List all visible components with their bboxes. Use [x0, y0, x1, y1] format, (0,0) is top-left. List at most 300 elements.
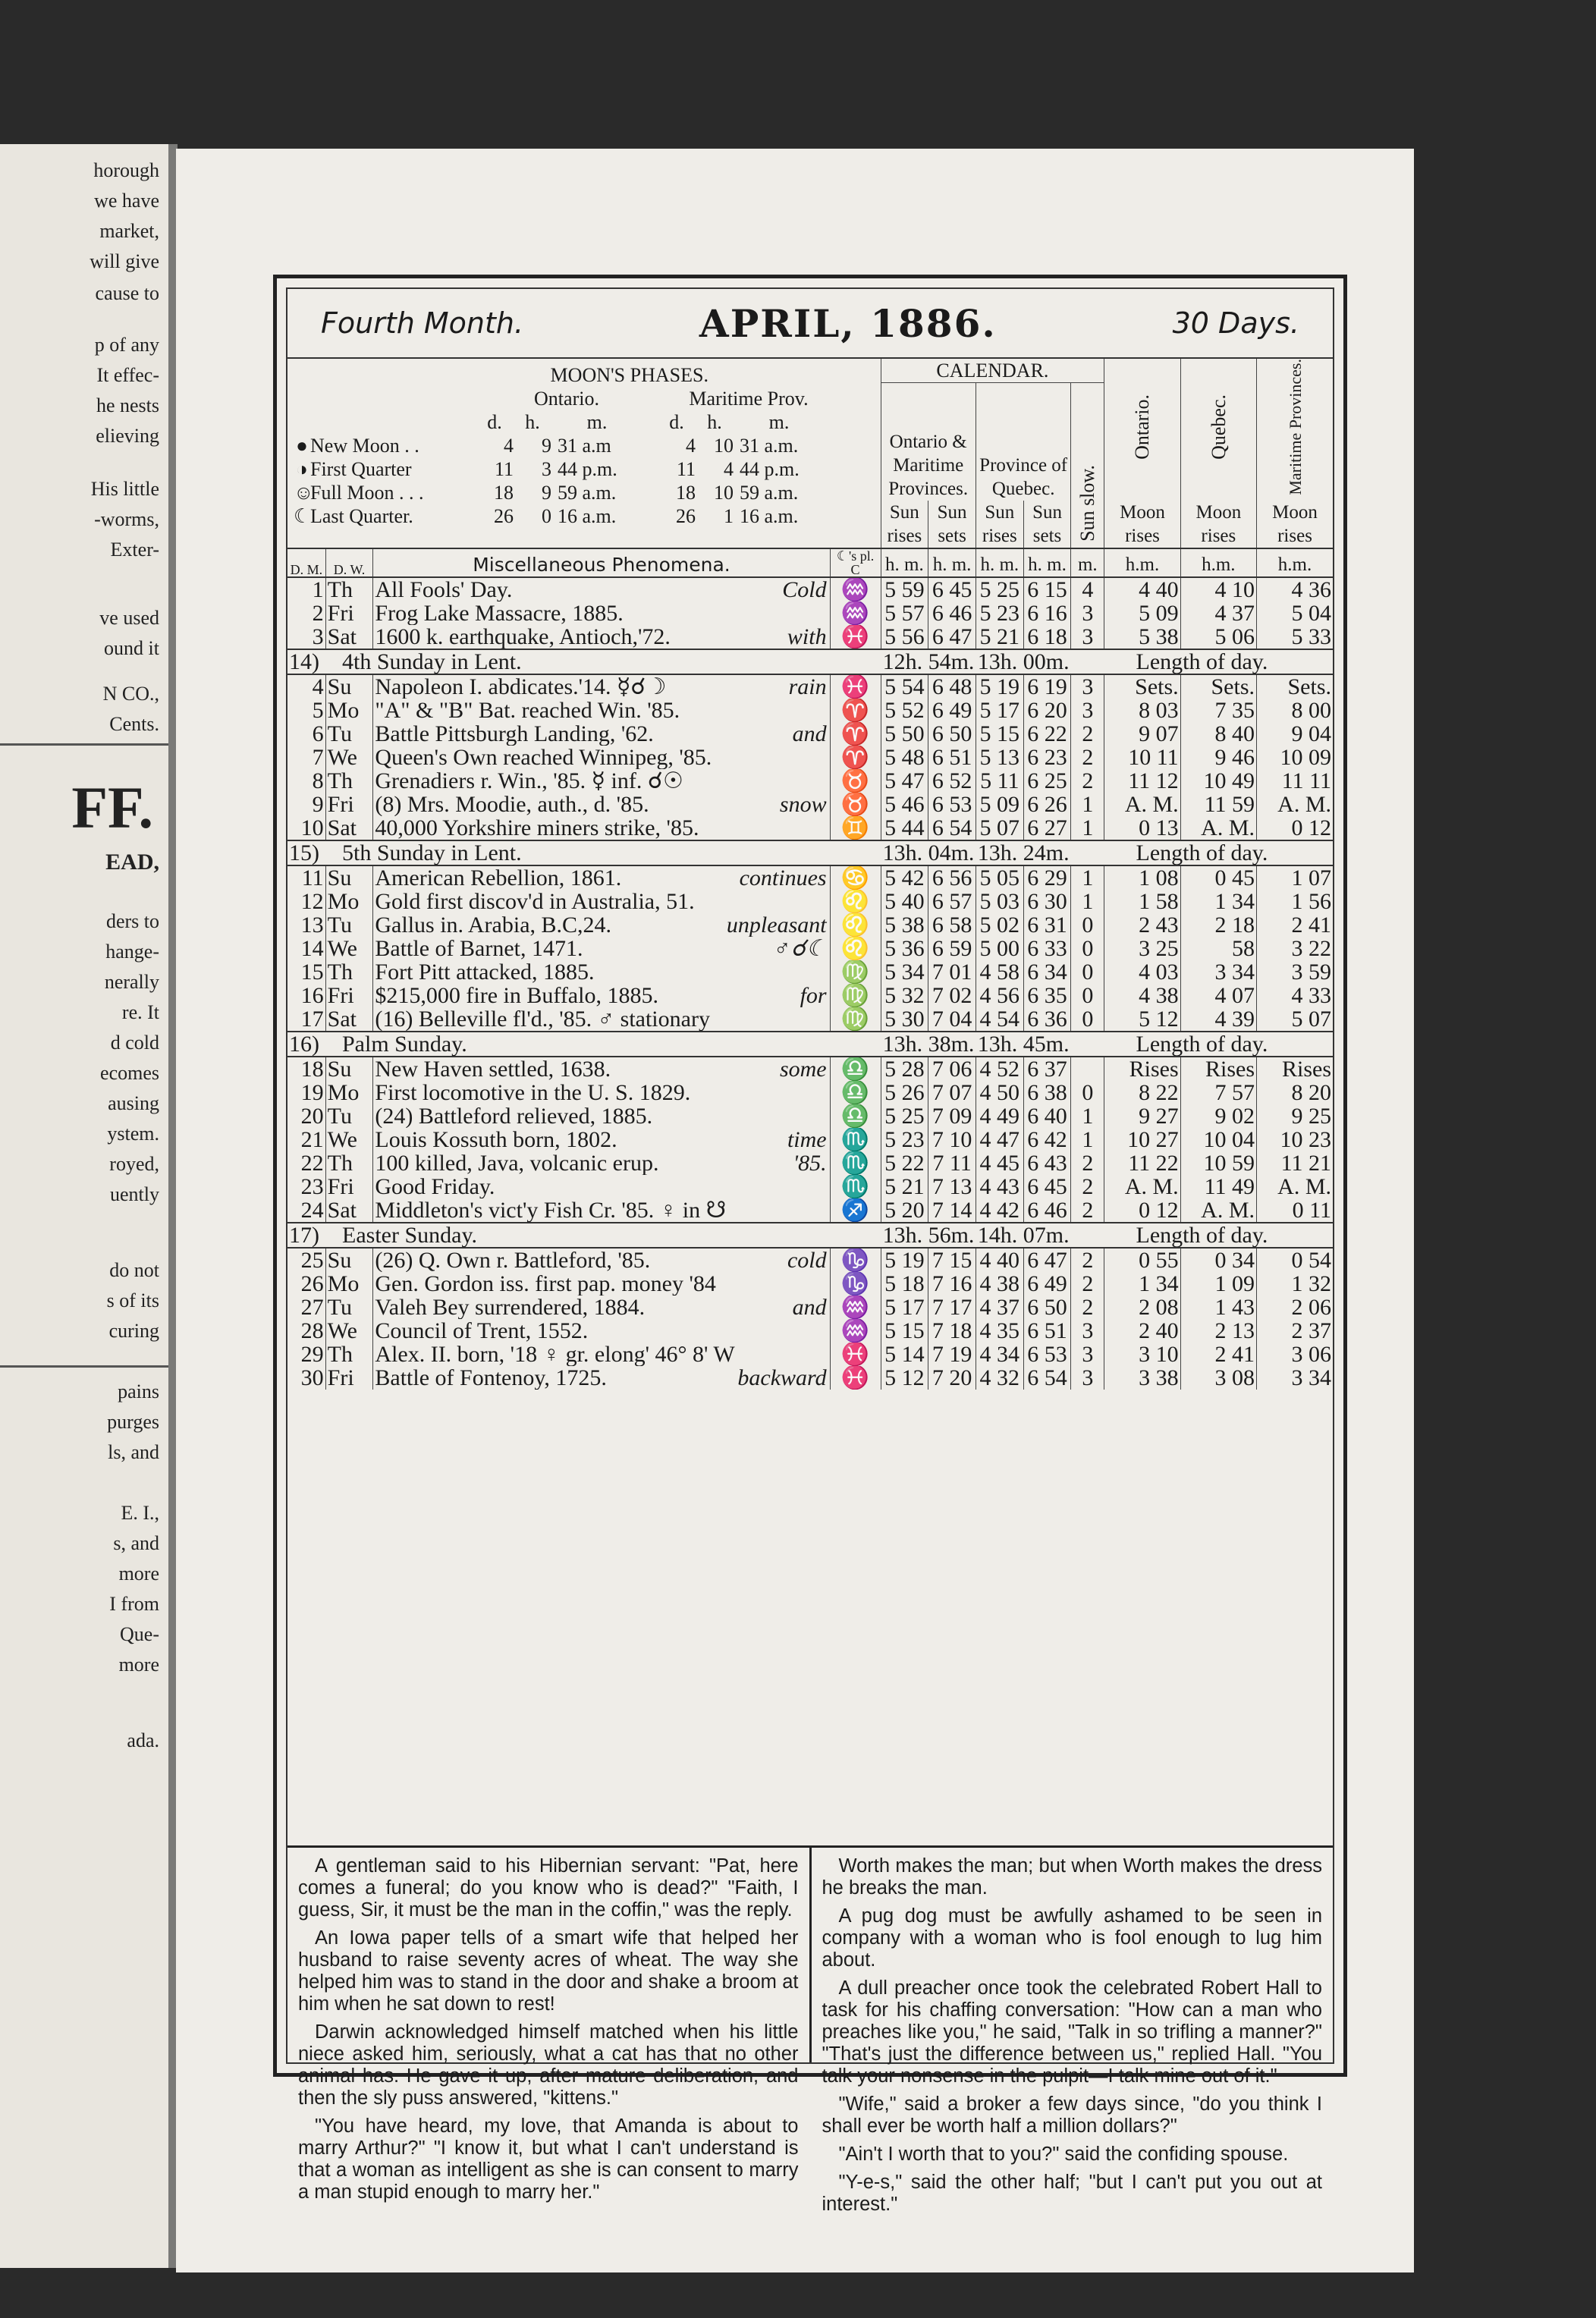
day-of-week: Fri: [327, 983, 354, 1007]
day-length-que: 14h. 07m.: [977, 1222, 1070, 1248]
day-of-week: We: [327, 936, 357, 960]
day-of-month: 3: [312, 624, 324, 649]
moon-rises-que: 1 09: [1214, 1271, 1255, 1296]
anecdote-paragraph: A dull preacher once took the celebrated Robert Hall to task for his chaffing conversation: "How can a man who preaches like you," he said, "Talk in so trifling a manner?" "That's just the difference between us," replied Hall. "You talk your nonsense in the pulpit—I talk mine out of it.": [822, 1977, 1322, 2087]
phenomenon-text: (16) Belleville fl'd., '85. ♂ stationary: [375, 1007, 710, 1032]
sun-rises-ont: 5 54: [884, 674, 925, 699]
moon-rises-ont: 4 40: [1139, 576, 1179, 601]
sun-rises-head-que: Sun rises: [976, 501, 1023, 548]
moon-place: ♓: [840, 1342, 870, 1366]
day-row: [287, 937, 1333, 960]
day-of-month: 8: [312, 768, 324, 793]
sun-sets-que: 6 18: [1027, 624, 1067, 649]
moon-phase-value: 4: [724, 458, 734, 480]
sun-slow: 3: [1082, 624, 1094, 649]
moon-rises-mar: Rises: [1281, 1056, 1331, 1081]
sun-rises-que: 5 13: [979, 745, 1020, 769]
quebec-head: Province of Quebec.: [976, 383, 1070, 501]
sun-rises-que: 4 52: [979, 1056, 1020, 1081]
sun-sets-que: 6 42: [1027, 1127, 1067, 1151]
day-row: [287, 625, 1333, 649]
moon-rises-que: 5 06: [1214, 624, 1255, 649]
day-of-month: 5: [312, 698, 324, 722]
hm-head-5: h.m.: [1104, 548, 1180, 577]
moon-rises-mar: 8 20: [1291, 1080, 1331, 1104]
moon-place: ♎: [840, 1080, 870, 1104]
sun-sets-ont: 7 20: [932, 1365, 972, 1390]
moon-place: ♎: [840, 1104, 870, 1128]
moon-rises-mar: 5 07: [1291, 1007, 1331, 1032]
sun-rises-que: 4 37: [979, 1295, 1020, 1319]
moon-phase-value: 11: [494, 458, 514, 480]
weather-word: time: [787, 1127, 827, 1151]
moon-rises-ont: 0 55: [1139, 1247, 1179, 1272]
day-row: [287, 913, 1333, 937]
day-of-month: 15: [300, 960, 324, 984]
length-of-day-label: Length of day.: [1136, 840, 1268, 865]
sun-sets-ont: 6 47: [932, 624, 972, 649]
left-page-text: pains: [118, 1380, 159, 1402]
moon-rises-ont: 2 43: [1139, 912, 1179, 937]
left-page-text: s, and: [113, 1532, 159, 1554]
left-page-text: horough: [93, 159, 159, 181]
left-page-text: Que-: [120, 1623, 159, 1645]
moon-rises-ont: 8 03: [1139, 698, 1179, 722]
day-row: [287, 890, 1333, 913]
length-of-day-label: Length of day.: [1136, 649, 1268, 674]
left-page-text: will give: [90, 250, 159, 272]
sun-rises-ont: 5 25: [884, 1104, 925, 1128]
sun-rises-ont: 5 15: [884, 1318, 925, 1343]
sun-rises-ont: 5 36: [884, 936, 925, 960]
left-page-text: N CO.,: [102, 683, 159, 705]
sun-slow: 2: [1082, 1247, 1094, 1272]
anecdotes-left-column: [287, 1848, 809, 2203]
moon-phase-value: 44 p.m.: [740, 458, 800, 480]
sun-slow: 2: [1082, 1174, 1094, 1198]
moon-rises-ont: 8 22: [1139, 1080, 1179, 1104]
sun-rises-que: 4 43: [979, 1174, 1020, 1198]
moon-rises-mar: 4 33: [1291, 983, 1331, 1007]
left-page-text: ada.: [127, 1729, 159, 1751]
day-row: [287, 865, 1333, 890]
weather-word: snow: [779, 792, 827, 816]
day-length-ont: 13h. 56m.: [882, 1222, 975, 1248]
day-of-week: Tu: [327, 721, 352, 746]
moon-place: ♈: [840, 698, 870, 722]
moon-rises-mar: 3 22: [1291, 936, 1331, 960]
moon-rises-mar: A. M.: [1277, 792, 1331, 816]
day-of-month: 26: [300, 1271, 324, 1296]
moon-place: ♏: [840, 1174, 870, 1198]
day-row: [287, 722, 1333, 746]
phase-unit-label: d.: [669, 411, 684, 433]
moon-rises-mar: 3 06: [1291, 1342, 1331, 1366]
left-page-text: uently: [110, 1183, 159, 1205]
sun-sets-que: 6 22: [1027, 721, 1067, 746]
moon-place: ♍: [840, 1007, 870, 1032]
phenomenon-text: Middleton's vict'y Fish Cr. '85. ♀ in ☋: [375, 1198, 727, 1223]
moon-rises-que: 4 10: [1214, 576, 1255, 601]
phenomenon-text: Gold first discov'd in Australia, 51.: [375, 889, 695, 913]
phenomenon-text: Napoleon I. abdicates.'14. ☿☌☽: [375, 674, 667, 699]
day-row: [287, 793, 1333, 816]
sun-sets-que: 6 35: [1027, 983, 1067, 1007]
day-row: [287, 1296, 1333, 1319]
moon-place: ♈: [840, 745, 870, 769]
moon-rises-que: 0 34: [1214, 1247, 1255, 1272]
day-of-week: Fri: [327, 792, 354, 816]
moon-phase-value: 26: [494, 505, 514, 527]
sun-rises-ont: 5 44: [884, 815, 925, 840]
moon-rises-ont: 10 11: [1128, 745, 1179, 769]
moon-rises-ont: 1 34: [1139, 1271, 1179, 1296]
week-number: 15): [289, 840, 319, 865]
left-page-text: curing: [108, 1320, 159, 1342]
moon-phase-name: Full Moon . . .: [310, 482, 424, 504]
moon-rises-mar: 5 33: [1291, 624, 1331, 649]
moon-rises-que: 11 49: [1204, 1174, 1255, 1198]
hm-head-1: h. m.: [881, 548, 928, 577]
sun-slow: 1: [1082, 792, 1094, 816]
day-of-month: 10: [300, 815, 324, 840]
sun-rises-que: 5 09: [979, 792, 1020, 816]
phase-unit-label: m.: [586, 411, 608, 433]
sun-rises-ont: 5 30: [884, 1007, 925, 1032]
day-of-week: Fri: [327, 1174, 354, 1198]
moon-rises-que: 0 45: [1214, 865, 1255, 890]
moon-rises-ont: 3 10: [1139, 1342, 1179, 1366]
moon-rises-que: 9 02: [1214, 1104, 1255, 1128]
sun-sets-ont: 7 15: [932, 1247, 972, 1272]
sun-sets-que: 6 19: [1027, 674, 1067, 699]
phenomenon-text: Battle of Fontenoy, 1725.: [375, 1365, 607, 1390]
weather-word: for: [800, 983, 827, 1007]
left-page-text: market,: [99, 220, 159, 242]
day-of-month: 12: [300, 889, 324, 913]
hm-head-7: h.m.: [1257, 548, 1333, 577]
page-title: APRIL, 1886.: [699, 300, 997, 346]
moon-rises-mar: 10 09: [1280, 745, 1331, 769]
moon-rises-que: 4 37: [1214, 601, 1255, 625]
sun-sets-ont: 7 01: [932, 960, 972, 984]
day-of-month: 7: [312, 745, 324, 769]
day-of-month: 25: [300, 1247, 324, 1272]
weather-word: with: [787, 624, 827, 649]
anecdote-paragraph: "Wife," said a broker a few days since, "do you think I shall ever be worth half a million dollars?": [822, 2093, 1322, 2137]
anecdote-paragraph: A gentleman said to his Hibernian servant: "Pat, here comes a funeral; do you know who is dead?" "Faith, I guess, Sir, it must be the man in the coffin," was the reply.: [298, 1855, 799, 1921]
moon-rises-ont: 5 38: [1139, 624, 1179, 649]
left-page-text: s of its: [106, 1289, 159, 1311]
page-header: [287, 289, 1333, 359]
maritime-vertical: Maritime Provinces.: [1285, 359, 1305, 495]
sun-rises-ont: 5 22: [884, 1151, 925, 1175]
day-of-month: 1: [312, 576, 324, 601]
sun-sets-que: 6 15: [1027, 576, 1067, 601]
sun-rises-ont: 5 12: [884, 1365, 925, 1390]
day-of-month: 13: [300, 912, 324, 937]
sun-slow: 3: [1082, 1318, 1094, 1343]
left-page-text: re. It: [121, 1001, 159, 1023]
day-of-week: Th: [327, 768, 353, 793]
left-page-text: ve used: [99, 607, 159, 629]
anecdote-paragraph: Darwin acknowledged himself matched when his little niece asked him, seriously, what a cat has that no other animal has. He gave it up, after mature deliberation, and then the sly puss answered, "kittens.": [298, 2021, 799, 2109]
left-page-text: purges: [107, 1411, 159, 1433]
sun-sets-ont: 7 14: [932, 1198, 972, 1223]
weather-word: and: [792, 1295, 827, 1319]
moon-rises-que: A. M.: [1201, 1198, 1255, 1223]
moon-rises-que: 8 40: [1214, 721, 1255, 746]
moon-phase-value: 31 a.m: [558, 435, 611, 457]
sun-sets-ont: 7 19: [932, 1342, 972, 1366]
left-page-text: hange-: [105, 941, 159, 963]
sun-rises-ont: 5 52: [884, 698, 925, 722]
moon-rises-ont: 10 27: [1127, 1127, 1179, 1151]
day-of-week: Th: [327, 1342, 353, 1366]
moon-rises-mar: 0 12: [1291, 815, 1331, 840]
sun-sets-ont: 6 57: [932, 889, 972, 913]
phenomenon-text: New Haven settled, 1638.: [375, 1056, 611, 1081]
moon-place: ♓: [840, 674, 870, 699]
weather-word: backward: [737, 1365, 827, 1390]
moon-rises-que: 1 43: [1214, 1295, 1255, 1319]
moon-rises-que: 1 34: [1214, 889, 1255, 913]
left-page-text: E. I.,: [121, 1502, 159, 1524]
moon-rises-que: 2 18: [1214, 912, 1255, 937]
day-of-month: 28: [300, 1318, 324, 1343]
length-of-day-label: Length of day.: [1136, 1031, 1268, 1057]
moon-rises-que: 4 39: [1214, 1007, 1255, 1032]
sun-sets-ont: 7 07: [932, 1080, 972, 1104]
day-row: [287, 960, 1333, 984]
moon-rises-ont: 0 13: [1139, 815, 1179, 840]
phase-unit-label: m.: [768, 411, 790, 433]
hm-head-4: h. m.: [1023, 548, 1071, 577]
moon-rises-mar: 0 11: [1292, 1198, 1331, 1223]
left-page-text: royed,: [109, 1153, 159, 1175]
sun-rises-ont: 5 26: [884, 1080, 925, 1104]
day-of-week: Mo: [327, 698, 360, 722]
sun-slow: 1: [1082, 1127, 1094, 1151]
day-row: [287, 816, 1333, 840]
day-of-month: 23: [300, 1174, 324, 1198]
sun-rises-que: 5 11: [980, 768, 1019, 793]
anecdote-paragraph: "Ain't I worth that to you?" said the confiding spouse.: [838, 2144, 1289, 2165]
anecdotes-section: [287, 1845, 1333, 2215]
sun-sets-ont: 7 16: [932, 1271, 972, 1296]
sun-rises-ont: 5 20: [884, 1198, 925, 1223]
hm-head-3: h. m.: [976, 548, 1023, 577]
moon-rises-head-mar: Moon rises: [1257, 501, 1333, 548]
moon-rises-mar: 9 04: [1291, 721, 1331, 746]
moon-phase-value: 3: [542, 458, 551, 480]
moon-place: ♊: [840, 815, 870, 840]
sun-slow: 1: [1082, 815, 1094, 840]
sun-sets-que: 6 40: [1027, 1104, 1067, 1128]
sun-rises-que: 4 54: [979, 1007, 1020, 1032]
phenomenon-text: Fort Pitt attacked, 1885.: [375, 960, 595, 984]
sun-rises-ont: 5 57: [884, 601, 925, 625]
moon-rises-mar: 3 59: [1291, 960, 1331, 984]
sun-slow-head: Sun slow.: [1076, 464, 1099, 542]
moon-rises-ont: 2 40: [1139, 1318, 1179, 1343]
moon-rises-ont: 11 22: [1128, 1151, 1179, 1175]
sun-rises-que: 5 17: [979, 698, 1020, 722]
moon-rises-que: 4 07: [1214, 983, 1255, 1007]
sun-slow: 0: [1082, 983, 1094, 1007]
day-of-week: Sat: [327, 1007, 357, 1032]
phenomenon-text: "A" & "B" Bat. reached Win. '85.: [375, 698, 680, 722]
sun-sets-que: 6 31: [1027, 912, 1067, 937]
day-of-month: 4: [312, 674, 324, 699]
phenomenon-text: American Rebellion, 1861.: [375, 865, 622, 890]
almanac-frame: [273, 275, 1347, 2215]
left-page-text: cause to: [95, 282, 159, 304]
ontario-label: Ontario.: [534, 388, 599, 410]
moon-rises-ont: 5 09: [1139, 601, 1179, 625]
day-row: [287, 1198, 1333, 1223]
left-page-text: Cents.: [109, 713, 159, 735]
sun-rises-ont: 5 19: [884, 1247, 925, 1272]
left-page-text: EAD,: [105, 850, 159, 875]
day-of-month: 24: [300, 1198, 324, 1223]
moon-phase-value: 59 a.m.: [740, 482, 799, 504]
moon-rises-ont: 1 58: [1139, 889, 1179, 913]
anecdote-paragraph: A pug dog must be awfully ashamed to be seen in company with a woman who is fool enough to lug him about.: [822, 1905, 1322, 1971]
sun-sets-ont: 7 09: [932, 1104, 972, 1128]
left-page-text: nerally: [104, 971, 159, 993]
phenomenon-text: Battle Pittsburgh Landing, '62.: [375, 721, 654, 746]
sun-sets-ont: 6 52: [932, 768, 972, 793]
day-row: [287, 1343, 1333, 1366]
sun-sets-ont: 6 51: [932, 745, 972, 769]
sun-slow: 3: [1082, 601, 1094, 625]
weather-word: some: [779, 1056, 827, 1081]
week-number: 17): [289, 1222, 319, 1248]
sun-rises-ont: 5 18: [884, 1271, 925, 1296]
moon-phase-value: 4: [504, 435, 514, 457]
day-row: [287, 769, 1333, 793]
sun-sets-que: 6 33: [1027, 936, 1067, 960]
day-row: [287, 984, 1333, 1007]
phenomenon-text: $215,000 fire in Buffalo, 1885.: [375, 983, 658, 1007]
sun-sets-que: 6 38: [1027, 1080, 1067, 1104]
sun-slow: 1: [1082, 865, 1094, 890]
moon-rises-mar: A. M.: [1277, 1174, 1331, 1198]
sun-rises-que: 5 03: [979, 889, 1020, 913]
week-name: 5th Sunday in Lent.: [342, 840, 522, 865]
sun-sets-ont: 6 46: [932, 601, 972, 625]
anecdote-paragraph: An Iowa paper tells of a smart wife that helped her husband to raise seventy acres of wheat. The way she helped him was to stand in the door and shake a broom at him when he sat down to rest!: [298, 1927, 799, 2015]
moon-rises-que: 2 41: [1214, 1342, 1255, 1366]
sun-rises-head-ont: Sun rises: [881, 501, 928, 548]
moon-rises-mar: 4 36: [1291, 576, 1331, 601]
day-of-month: 11: [301, 865, 324, 890]
day-of-week: Tu: [327, 1104, 352, 1128]
phenomenon-text: Louis Kossuth born, 1802.: [375, 1127, 617, 1151]
moon-place: ♎: [840, 1056, 870, 1081]
moon-rises-que: 7 57: [1214, 1080, 1255, 1104]
phenomenon-text: (8) Mrs. Moodie, auth., d. '85.: [375, 792, 649, 816]
left-page-text: ound it: [104, 637, 159, 659]
sun-rises-que: 5 00: [979, 936, 1020, 960]
moon-rises-mar: 0 54: [1291, 1247, 1331, 1272]
moon-rises-mar: 2 06: [1291, 1295, 1331, 1319]
moon-phase-value: 1: [724, 505, 734, 527]
left-page-text: ystem.: [107, 1123, 159, 1145]
sun-rises-que: 4 34: [979, 1342, 1020, 1366]
day-row: [287, 1175, 1333, 1198]
phenomenon-text: Queen's Own reached Winnipeg, '85.: [375, 745, 712, 769]
weather-word: Cold: [782, 576, 827, 601]
moon-rises-ont: 9 27: [1139, 1104, 1179, 1128]
left-page-text: It effec-: [96, 364, 159, 386]
almanac-inner-frame: [286, 287, 1334, 2215]
sun-rises-que: 4 38: [979, 1271, 1020, 1296]
left-page-text: ders to: [105, 910, 159, 932]
left-page-text: FF.: [71, 774, 153, 840]
sun-rises-ont: 5 32: [884, 983, 925, 1007]
day-length-que: 13h. 24m.: [977, 840, 1070, 865]
sun-sets-que: 6 23: [1027, 745, 1067, 769]
sun-rises-que: 4 40: [979, 1247, 1020, 1272]
moon-place: ♒: [840, 601, 870, 625]
day-of-week: We: [327, 1318, 357, 1343]
sun-sets-que: 6 51: [1027, 1318, 1067, 1343]
week-number: 16): [289, 1031, 319, 1057]
sun-slow: 1: [1082, 889, 1094, 913]
moon-place: ♒: [840, 1318, 870, 1343]
sun-rises-ont: 5 21: [884, 1174, 925, 1198]
sun-slow: 0: [1082, 1080, 1094, 1104]
moon-place: ♓: [840, 624, 870, 649]
moon-place: ♍: [840, 983, 870, 1007]
sun-rises-que: 5 23: [979, 601, 1020, 625]
sun-sets-ont: 7 02: [932, 983, 972, 1007]
left-page-text: more: [118, 1654, 159, 1676]
day-length-que: 13h. 00m.: [977, 649, 1070, 674]
moon-phase-icon: ☾: [294, 505, 312, 527]
moon-rises-ont: 3 38: [1139, 1365, 1179, 1390]
moon-phase-value: 18: [494, 482, 514, 504]
moon-phase-value: 4: [686, 435, 696, 457]
sun-sets-ont: 7 10: [932, 1127, 972, 1151]
moon-phase-name: New Moon . .: [310, 435, 419, 457]
day-of-week: We: [327, 745, 357, 769]
sun-rises-que: 5 15: [979, 721, 1020, 746]
sun-sets-ont: 7 17: [932, 1295, 972, 1319]
weather-word: unpleasant: [726, 912, 827, 937]
sun-sets-ont: 6 53: [932, 792, 972, 816]
moon-phase-icon: ☺: [294, 482, 314, 504]
sun-sets-ont: 7 06: [932, 1056, 972, 1081]
sun-sets-que: 6 30: [1027, 889, 1067, 913]
length-of-day-label: Length of day.: [1136, 1222, 1268, 1248]
moon-rises-ont: Sets.: [1135, 674, 1179, 699]
moon-phase-icon: ●: [296, 435, 308, 457]
moon-phase-name: Last Quarter.: [310, 505, 413, 527]
moon-rises-mar: 2 41: [1291, 912, 1331, 937]
dw-head: D. W.: [325, 548, 373, 577]
day-of-month: 22: [300, 1151, 324, 1175]
sun-sets-que: 6 53: [1027, 1342, 1067, 1366]
moon-phase-value: 10: [714, 482, 734, 504]
day-of-week: Sat: [327, 624, 357, 649]
left-page-text: we have: [94, 190, 159, 212]
day-of-month: 18: [300, 1056, 324, 1081]
sun-sets-ont: 6 48: [932, 674, 972, 699]
calendar-table: [287, 359, 1333, 1390]
